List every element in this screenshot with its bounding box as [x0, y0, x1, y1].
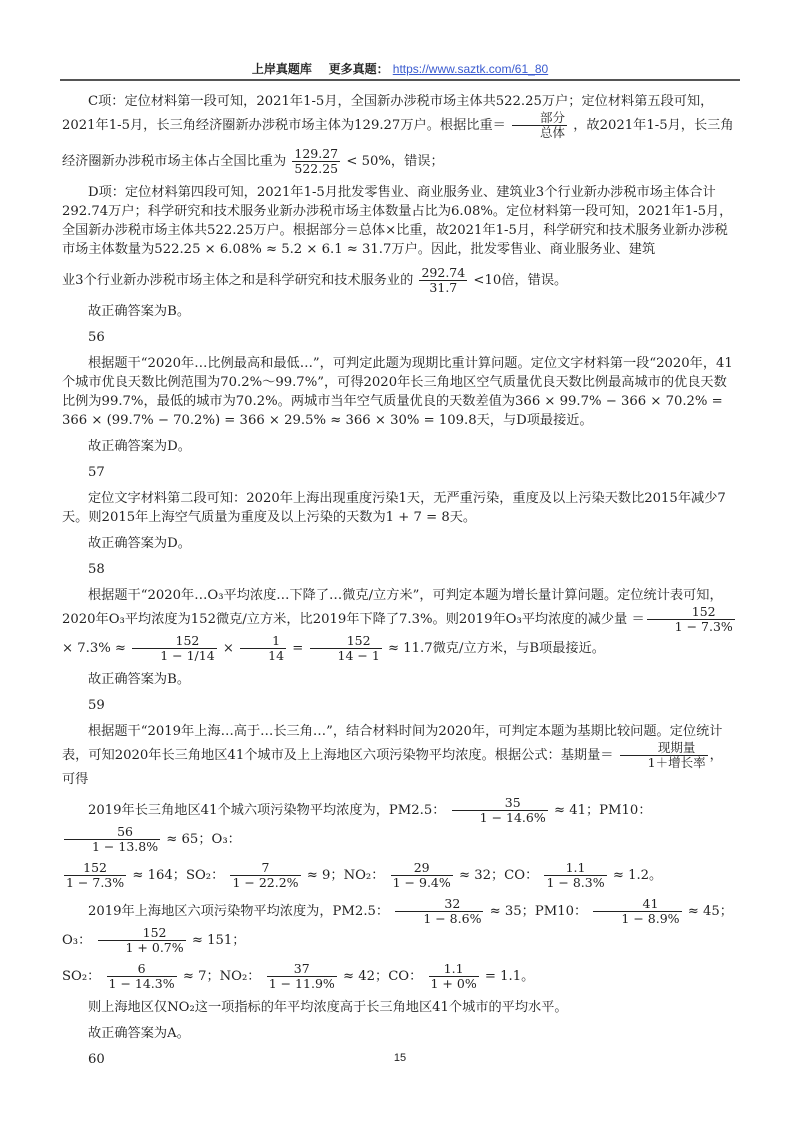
fraction: $\frac{56}{1 - 13.8\%}$ [64, 825, 160, 854]
header-more: 更多真题： [328, 62, 389, 76]
explanation-59: 根据题干“2019年上海…高于…长三角…”，结合材料时间为2020年，可判定本题为基期比较问题。定位统计表，可知2020年长三角地区41个城市及上上海地区六项污染物平均浓度。根据公式：基期量＝ $\frac{\text{现期量}}{\text{1＋增长率}}$ ， 可得 [62, 724, 723, 787]
answer-57: 故正确答案为D。 [88, 536, 191, 551]
fraction: $\frac{152}{14 - 1}$ [310, 634, 382, 663]
answer-55: 故正确答案为B。 [88, 304, 191, 319]
fraction: $\frac{152}{1 - 1/14}$ [132, 634, 216, 663]
explanation-56: 根据题干“2020年…比例最高和最低…”，可判定此题为现期比重计算问题。定位文字材料第一段“2020年，41个城市优良天数比例范围为70.2%～99.7%”，可得2020年长三角地区空气质量优良天数比例最高城市的优良天数比例为99.7%，最低的城市为70.2%。两城市当年空气质量优良的天数差值为366 × 99.7% − 366 × 70.2% = 366 × (99.7% − 70.2%) = 366 × 29.5% ≈ 366 × 30% = 109.8天，与D项最接近。 [62, 356, 733, 428]
page-number: 15 [393, 1052, 407, 1064]
question-number-58: 58 [88, 562, 105, 577]
fraction: $\frac{152}{1 - 7.3\%}$ [66, 860, 125, 890]
fraction: $\frac{37}{1 - 11.9\%}$ [268, 961, 335, 991]
document-body [62, 92, 738, 1076]
fraction: $\frac{1}{14}$ [240, 634, 286, 663]
header-url-link[interactable]: https://www.saztk.com/61_80 [392, 62, 549, 76]
option-c-paragraph: C项：定位材料第一段可知，2021年1-5月，全国新办涉税市场主体共522.25万户；定位材料第五段可知，2021年1-5月，长三角经济圈新办涉税市场主体为129.27万户。根据比重＝ $\frac{\text{部分}}{\text{总体}}$ ，故2021年1-5月，长三角 [62, 94, 734, 140]
fraction: $\frac{152}{1 + 0.7\%}$ [98, 926, 186, 955]
question-number-59: 59 [88, 698, 105, 713]
explanation-59-conclusion: 则上海地区仅NO₂这一项指标的年平均浓度高于长三角地区41个城市的平均水平。 [88, 1000, 568, 1015]
answer-59: 故正确答案为A。 [88, 1026, 190, 1041]
fraction: $\frac{152}{1 - 7.3\%}$ [647, 605, 735, 634]
option-d-paragraph-cont: 业3个行业新办涉税市场主体之和是科学研究和技术服务业的 $\frac{292.74}{31.7}$ <10倍，错误。 [62, 265, 568, 295]
fraction: $\frac{\text{部分}}{\text{总体}}$ [512, 111, 567, 140]
fraction: $\frac{129.27}{522.25}$ [294, 146, 339, 176]
answer-58: 故正确答案为B。 [88, 672, 191, 687]
fraction: $\frac{292.74}{31.7}$ [421, 265, 466, 295]
question-number-60: 60 [88, 1052, 105, 1067]
question-number-57: 57 [88, 465, 105, 480]
option-c-paragraph-cont: 经济圈新办涉税市场主体占全国比重为 $\frac{129.27}{522.25}$ < 50%，错误； [62, 146, 444, 176]
fraction: $\frac{1.1}{1 + 0\%}$ [430, 961, 477, 991]
fraction: $\frac{29}{1 - 9.4\%}$ [392, 860, 451, 890]
option-d-paragraph: D项：定位材料第四段可知，2021年1-5月批发零售业、商业服务业、建筑业3个行业新办涉税市场主体合计292.74万户；科学研究和技术服务业新办涉税市场主体数量占比为6.08%。定位材料第一段可知，2021年1-5月，全国新办涉税市场主体共522.25万户。根据部分＝总体×比重，故2021年1-5月，科学研究和技术服务业新办涉税市场主体数量为522.25 × 6.08% ≈ 5.2 × 6.1 ≈ 31.7万户。因此，批发零售业、商业服务业、建筑 [62, 185, 733, 257]
explanation-58: 根据题干“2020年…O₃平均浓度…下降了…微克/立方米”，可判定本题为增长量计算问题。定位统计表可知，2020年O₃平均浓度为152微克/立方米，比2019年下降了7.3%。则2019年O₃平均浓度的减少量 ＝ $\frac{152}{1 - 7.3\%}$ × 7.3% ≈ $\frac{152}{1 - 1/14}$ × $\frac{1}{14}$ = $\frac{152}{14 - 1}$ ≈ 11.7微克/立方米，与B项最接近。 [62, 588, 733, 663]
fraction: $\frac{7}{1 - 22.2\%}$ [232, 860, 299, 890]
explanation-57: 定位文字材料第二段可知：2020年上海出现重度污染1天，无严重污染，重度及以上污染天数比2015年减少7天。则2015年上海空气质量为重度及以上污染的天数为1 + 7 = 8天。 [62, 491, 726, 525]
explanation-59-yrd-cont: $\frac{152}{1 - 7.3\%}$ ≈ 164；SO₂： $\frac{7}{1 - 22.2\%}$ ≈ 9；NO₂： $\frac{29}{1 - 9.4\%}$ ≈ 32；CO： $\frac{1.1}{1 - 8.3\%}$ ≈ 1.2。 [66, 860, 663, 890]
fraction: $\frac{41}{1 - 8.9\%}$ [593, 897, 681, 926]
fraction: $\frac{\text{现期量}}{\text{1＋增长率}}$ [620, 741, 708, 770]
fraction: $\frac{1.1}{1 - 8.3\%}$ [546, 860, 605, 890]
header-brand: 上岸真题库 [251, 62, 312, 76]
explanation-59-yrd: 2019年长三角地区41个城六项污染物平均浓度为，PM2.5： $\frac{35}{1 - 14.6\%}$ ≈ 41；PM10： $\frac{56}{1 - 13.8\%}$ ≈ 65；O₃： [62, 796, 738, 854]
fraction: $\frac{6}{1 - 14.3\%}$ [108, 961, 175, 991]
page-header [0, 60, 800, 77]
fraction: $\frac{35}{1 - 14.6\%}$ [452, 796, 548, 825]
fraction: $\frac{32}{1 - 8.6\%}$ [395, 897, 483, 926]
explanation-59-shanghai: 2019年上海地区六项污染物平均浓度为，PM2.5： $\frac{32}{1 - 8.6\%}$ ≈ 35；PM10： $\frac{41}{1 - 8.9\%}$ ≈ 45；O₃： $\frac{152}{1 + 0.7\%}$ ≈ 151； [62, 896, 733, 955]
header-divider [60, 79, 740, 81]
explanation-59-shanghai-cont: SO₂： $\frac{6}{1 - 14.3\%}$ ≈ 7；NO₂： $\frac{37}{1 - 11.9\%}$ ≈ 42；CO： $\frac{1.1}{1 + 0\%}$ = 1.1。 [62, 961, 535, 991]
question-number-56: 56 [88, 330, 105, 345]
answer-56: 故正确答案为D。 [88, 439, 191, 454]
